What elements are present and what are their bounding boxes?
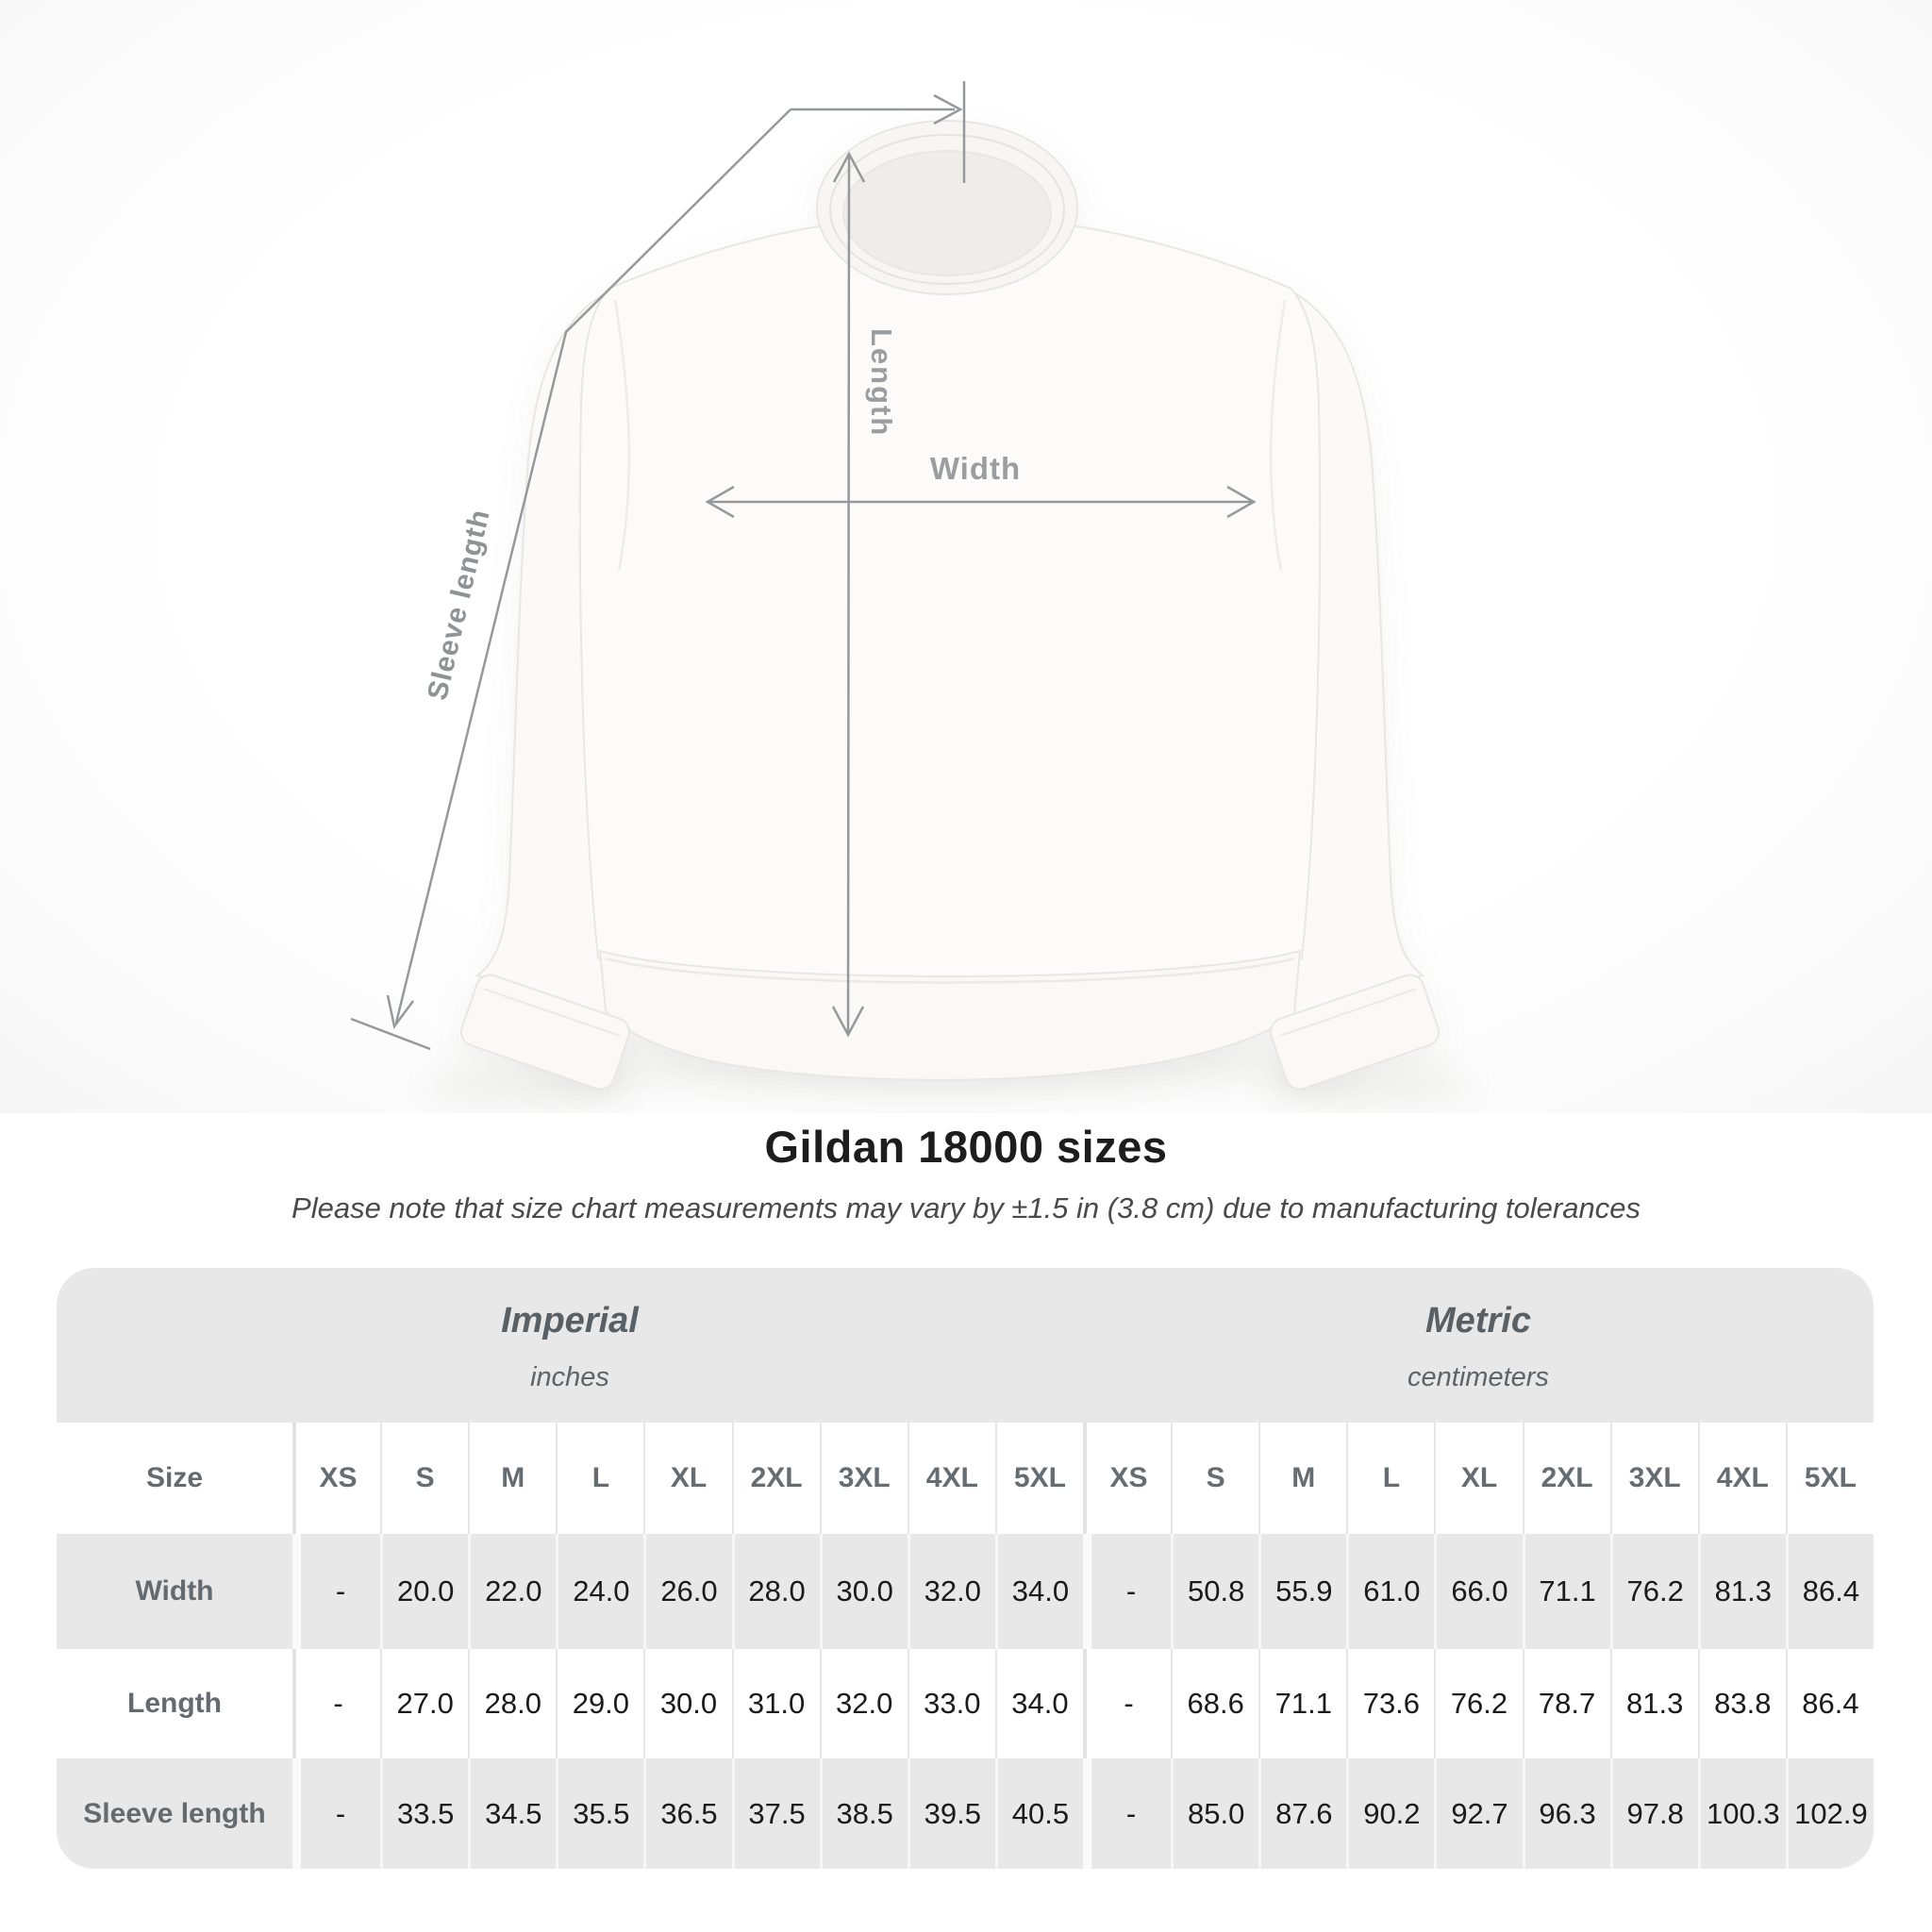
metric-label: Metric: [1425, 1301, 1531, 1341]
table-row-length: [57, 1649, 1874, 1758]
value-cell: 32.0: [820, 1649, 908, 1758]
collar-inner: [843, 151, 1051, 275]
value-cell: 34.5: [468, 1758, 556, 1869]
value-cell: 29.0: [556, 1649, 643, 1758]
value-cell: 85.0: [1171, 1758, 1258, 1869]
size-header-cell: 2XL: [732, 1423, 820, 1534]
value-cell: -: [292, 1758, 380, 1869]
value-cell: 86.4: [1786, 1534, 1874, 1649]
size-header-cell: 5XL: [1786, 1423, 1874, 1534]
value-cell: 61.0: [1346, 1534, 1434, 1649]
sleeve-length-tick: [351, 1019, 430, 1049]
page-title: Gildan 18000 sizes: [764, 1122, 1168, 1172]
value-cell: 26.0: [643, 1534, 731, 1649]
value-cell: 78.7: [1523, 1649, 1610, 1758]
value-cell: 81.3: [1610, 1649, 1698, 1758]
value-cell: 34.0: [995, 1649, 1083, 1758]
size-header-cell: 4XL: [908, 1423, 995, 1534]
value-cell: 35.5: [556, 1758, 643, 1869]
value-cell: 90.2: [1346, 1758, 1434, 1869]
size-header-cell: XS: [1083, 1423, 1171, 1534]
value-cell: 38.5: [820, 1758, 908, 1869]
sweatshirt-body: [580, 219, 1320, 983]
value-cell: 33.5: [380, 1758, 468, 1869]
size-header-cell: 4XL: [1698, 1423, 1786, 1534]
size-header-cell: S: [380, 1423, 468, 1534]
value-cell: 100.3: [1698, 1758, 1786, 1869]
value-cell: -: [1083, 1758, 1171, 1869]
value-cell: -: [1083, 1649, 1171, 1758]
value-cell: 76.2: [1610, 1534, 1698, 1649]
value-cell: 36.5: [643, 1758, 731, 1869]
size-table: [57, 1268, 1874, 1869]
metric-group-header: [1083, 1268, 1874, 1423]
value-cell: 40.5: [995, 1758, 1083, 1869]
value-cell: 73.6: [1346, 1649, 1434, 1758]
value-cell: 30.0: [820, 1534, 908, 1649]
size-header-cell: 2XL: [1523, 1423, 1610, 1534]
value-cell: 97.8: [1610, 1758, 1698, 1869]
tolerance-note: Please note that size chart measurements may vary by ±1.5 in (3.8 cm) due to manufacturing tolerances: [291, 1191, 1641, 1224]
length-dimension-label: Length: [865, 328, 898, 438]
value-cell: 83.8: [1698, 1649, 1786, 1758]
value-cell: 92.7: [1434, 1758, 1522, 1869]
value-cell: 81.3: [1698, 1534, 1786, 1649]
row-label: Sleeve length: [83, 1797, 266, 1829]
row-label: Length: [127, 1688, 222, 1719]
size-header-cell: 3XL: [820, 1423, 908, 1534]
value-cell: 27.0: [380, 1649, 468, 1758]
size-header-cell: M: [1258, 1423, 1346, 1534]
size-column-header: Size: [145, 1462, 204, 1493]
imperial-group-header: [57, 1268, 1083, 1423]
size-header-cell: S: [1171, 1423, 1258, 1534]
value-cell: 96.3: [1523, 1758, 1610, 1869]
value-cell: 39.5: [908, 1758, 995, 1869]
length-line: [848, 155, 849, 1034]
value-cell: 22.0: [468, 1534, 556, 1649]
value-cell: 32.0: [908, 1534, 995, 1649]
value-cell: 66.0: [1434, 1534, 1522, 1649]
size-header-cell: 3XL: [1610, 1423, 1698, 1534]
value-cell: 76.2: [1434, 1649, 1522, 1758]
value-cell: 20.0: [380, 1534, 468, 1649]
value-cell: -: [292, 1534, 380, 1649]
size-header-cell: 5XL: [995, 1423, 1083, 1534]
title-block: [0, 1121, 1932, 1225]
value-cell: 50.8: [1171, 1534, 1258, 1649]
value-cell: 55.9: [1258, 1534, 1346, 1649]
value-cell: 86.4: [1786, 1649, 1874, 1758]
metric-unit-label: centimeters: [1407, 1362, 1549, 1392]
table-row-sleeve-length: [57, 1758, 1874, 1869]
table-row-width: [57, 1534, 1874, 1649]
imperial-unit-label: inches: [530, 1362, 609, 1392]
value-cell: 87.6: [1258, 1758, 1346, 1869]
width-dimension-label: Width: [929, 451, 1022, 486]
value-cell: -: [292, 1649, 380, 1758]
sleeve-length-arrowhead: [388, 995, 413, 1026]
size-header-cell: XL: [643, 1423, 731, 1534]
value-cell: 71.1: [1258, 1649, 1346, 1758]
value-cell: 31.0: [732, 1649, 820, 1758]
value-cell: 71.1: [1523, 1534, 1610, 1649]
size-header-cell: XS: [292, 1423, 380, 1534]
value-cell: 33.0: [908, 1649, 995, 1758]
value-cell: 68.6: [1171, 1649, 1258, 1758]
sleeve-length-dimension-label: Sleeve length: [422, 506, 496, 704]
value-cell: 37.5: [732, 1758, 820, 1869]
unit-group-header: [57, 1268, 1874, 1423]
imperial-label: Imperial: [501, 1301, 639, 1341]
value-cell: 28.0: [468, 1649, 556, 1758]
value-cell: 30.0: [643, 1649, 731, 1758]
size-header-cell: XL: [1434, 1423, 1522, 1534]
size-header-row: [57, 1423, 1874, 1534]
sweatshirt: [458, 121, 1442, 1093]
size-header-cell: L: [1346, 1423, 1434, 1534]
size-header-cell: L: [556, 1423, 643, 1534]
value-cell: 28.0: [732, 1534, 820, 1649]
value-cell: 24.0: [556, 1534, 643, 1649]
value-cell: -: [1083, 1534, 1171, 1649]
value-cell: 102.9: [1786, 1758, 1874, 1869]
row-label: Width: [135, 1575, 214, 1607]
size-header-cell: M: [468, 1423, 556, 1534]
value-cell: 34.0: [995, 1534, 1083, 1649]
table-rows: [57, 1534, 1874, 1869]
